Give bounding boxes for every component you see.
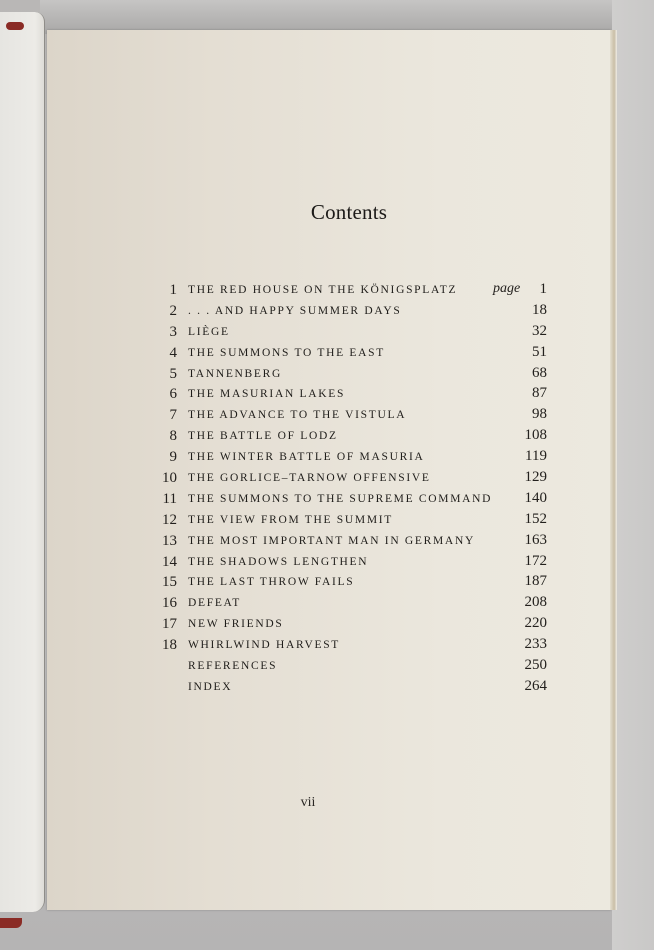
page-number: 129 [524,469,547,486]
toc-entry [147,425,557,446]
toc-entry [147,634,557,655]
toc-entry-references [147,655,557,676]
page-number: 87 [532,385,547,402]
toc-entry [147,571,557,592]
chapter-title: THE ADVANCE TO THE VISTULA [188,409,407,422]
page-number: 119 [525,448,547,465]
page-number: 18 [532,301,547,318]
chapter-number: 2 [169,302,177,319]
background-surface [40,0,654,34]
chapter-number: 3 [169,323,177,340]
page-number: 51 [532,343,547,360]
chapter-title: THE GORLICE–TARNOW OFFENSIVE [188,472,431,485]
toc-entry [147,321,557,342]
page-number: 163 [524,531,547,548]
chapter-title: NEW FRIENDS [188,618,284,631]
chapter-number: 14 [162,553,177,570]
chapter-title: THE RED HOUSE ON THE KÖNIGSPLATZ [188,284,458,296]
cover-corner [6,22,24,30]
toc-entry [147,279,557,300]
chapter-number: 6 [169,386,177,403]
chapter-number: 17 [162,616,177,633]
toc-entry [147,530,557,551]
chapter-number: 12 [162,511,177,528]
chapter-title: TANNENBERG [188,367,283,380]
page-number: 208 [524,594,547,611]
page-label: page [493,281,521,296]
chapter-number: 9 [169,449,177,466]
chapter-title: THE SUMMONS TO THE EAST [188,346,385,359]
page-number: 187 [524,573,547,590]
chapter-number: 11 [162,490,177,507]
toc-entry [147,551,557,572]
chapter-number: 1 [169,282,177,298]
page-number: 68 [532,364,547,381]
toc-entry [147,342,557,363]
background-surface-right [612,0,654,950]
page-title: Contents [310,200,388,224]
toc-entry-index [147,676,557,697]
page-number: 250 [524,657,547,674]
section-title: INDEX [188,680,233,693]
toc-entry [147,300,557,321]
toc-entry [147,446,557,467]
section-title: REFERENCES [188,660,278,673]
toc-entry [147,509,557,530]
toc-entry [147,404,557,425]
chapter-title: . . . AND HAPPY SUMMER DAYS [188,304,402,317]
chapter-number: 4 [169,344,177,361]
page-number: 1 [539,281,547,297]
chapter-title: THE BATTLE OF LODZ [188,430,338,443]
chapter-number: 13 [162,532,177,549]
toc-entry [147,488,557,509]
page-number: 152 [524,510,547,527]
page-number: 220 [524,615,547,632]
book-page [47,30,611,910]
toc-entry [147,613,557,634]
page-number: 108 [524,427,547,444]
toc-entry [147,383,557,404]
chapter-number: 7 [169,407,177,424]
chapter-number: 8 [169,428,177,445]
facing-page-edge [0,12,45,912]
toc-entry [147,363,557,384]
chapter-title: THE MASURIAN LAKES [188,388,346,401]
page-number: 32 [532,322,547,339]
cover-corner-bottom [0,918,22,928]
chapter-number: 18 [162,637,177,654]
page-number: 140 [524,489,547,506]
page-number: 264 [524,677,547,694]
page-number: 233 [524,636,547,653]
chapter-title: THE VIEW FROM THE SUMMIT [188,513,394,526]
chapter-title: DEFEAT [188,597,242,610]
chapter-title: THE MOST IMPORTANT MAN IN GERMANY [188,534,475,547]
chapter-number: 16 [162,595,177,612]
table-of-contents [147,279,557,697]
chapter-title: THE SUMMONS TO THE SUPREME COMMAND [188,492,493,505]
chapter-title: THE LAST THROW FAILS [188,576,355,589]
page-number: 172 [524,552,547,569]
page-block-edge [610,30,617,910]
chapter-title: THE WINTER BATTLE OF MASURIA [188,451,425,464]
page-number: 98 [532,406,547,423]
chapter-number: 10 [162,470,177,487]
toc-entry [147,467,557,488]
toc-entry [147,592,557,613]
chapter-title: THE SHADOWS LENGTHEN [188,555,369,568]
chapter-title: LIÈGE [188,325,230,338]
chapter-number: 15 [162,574,177,591]
folio-page-number: vii [300,795,316,810]
chapter-title: WHIRLWIND HARVEST [188,639,341,652]
chapter-number: 5 [169,365,177,382]
